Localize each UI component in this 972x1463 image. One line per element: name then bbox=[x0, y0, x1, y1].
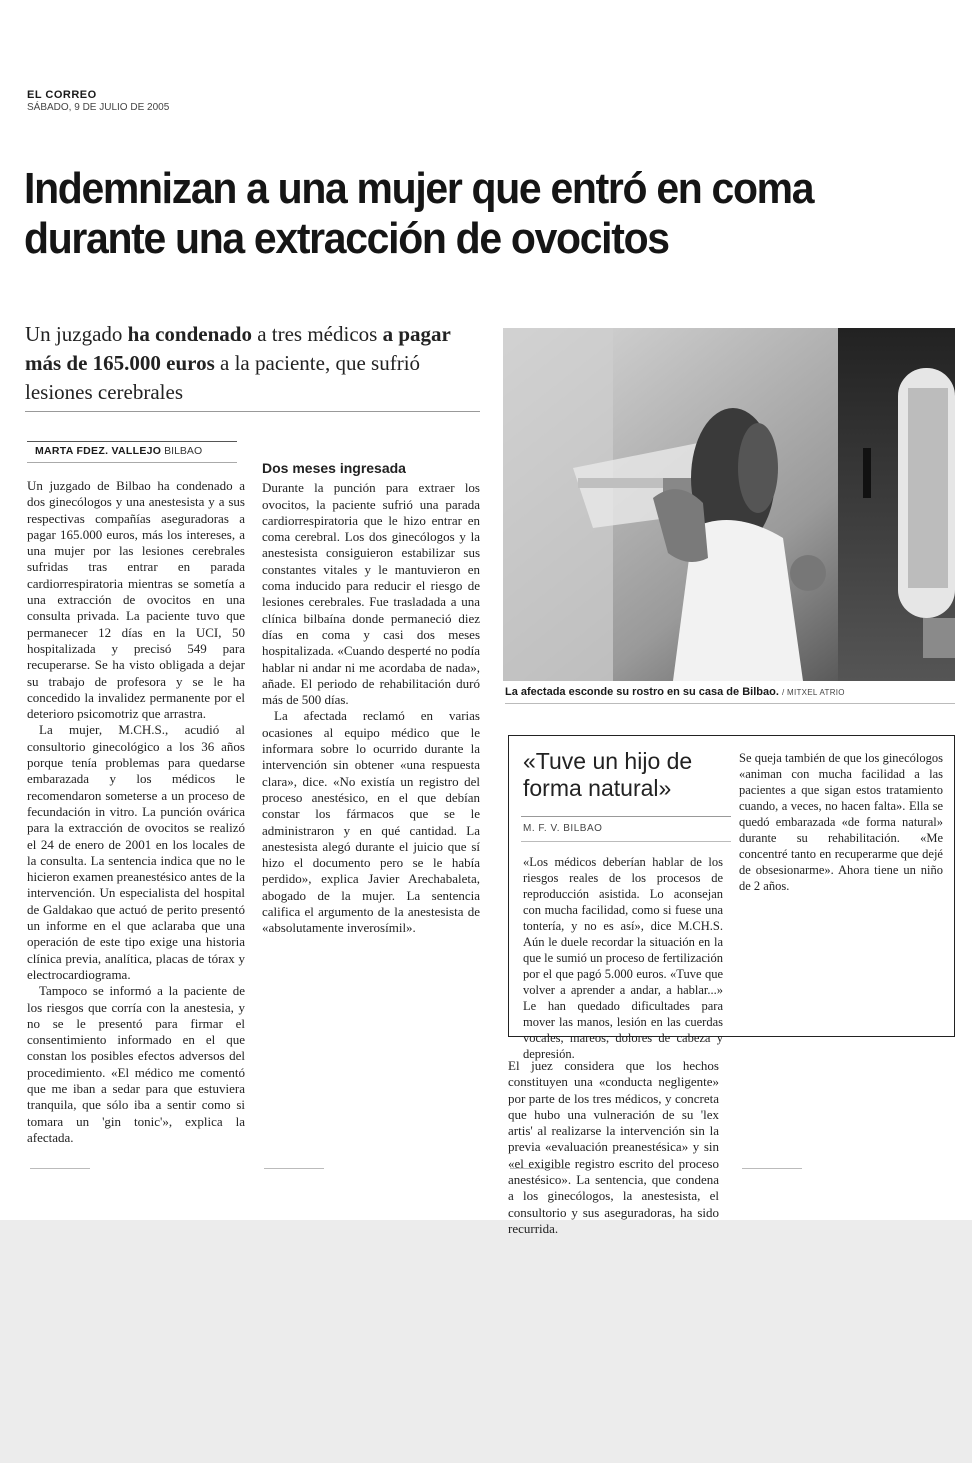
divider bbox=[27, 441, 237, 442]
newspaper-name: EL CORREO bbox=[27, 89, 97, 101]
paragraph: Tampoco se informó a la paciente de los riesgos que corría con la anestesia, y no se le presentó para firmar el consentimiento informado en el que constan los posibles efectos adversos del procedimiento. «El médico me comentó que me iban a sedar para que estuviera tranquila, que sólo iba a sentir como si tomara un 'gin tonic'», explica la afectada. bbox=[27, 983, 245, 1145]
subhead-bold: ha condenado bbox=[127, 322, 252, 346]
paragraph: La afectada reclamó en varias ocasiones al equipo médico que le informara sobre lo ocurrido durante la intervención sin obtener «una respuesta clara», dice. «No existía un registro del proceso anestésico, en el que debían constar los fármacos que se le administraron y en qué cantidad. La anestesista alegó durante el juicio que sí hizo el documento pero se le había perdido», explica Javier Arechabaleta, abogado de la mujer. La sentencia califica el argumento de la anestesista de «absolutamente inverosímil». bbox=[262, 708, 480, 936]
photo-credit: / MITXEL ATRIO bbox=[781, 688, 845, 697]
paragraph: El juez considera que los hechos constituyen una «conducta negligente» por parte de los tres médicos, y concreta que hubo una vulneración de su 'lex artis' al realizarse la intervención sin la previa «evaluación preanestésica» y sin «el exigible registro escrito del proceso anestésico». La sentencia, que condena a los ginecólogos, la anestesista, el consultorio y sus aseguradoras, ha sido recurrida. bbox=[508, 1058, 719, 1236]
subhead bbox=[25, 320, 480, 407]
divider bbox=[742, 1168, 802, 1169]
paragraph: Durante la punción para extraer los ovocitos, la paciente sufrió una parada cardiorrespiratoria que le hizo entrar en coma cerebral. Los dos ginecólogos y la anestesista consiguieron estabilizar sus constantes vitales y le mantuvieron en coma inducido para reducir el riesgo de lesiones cerebrales. Fue trasladada a una clínica bilbaína donde permaneció diez días en coma y casi dos meses hospitalizada. «Cuando desperté no podía hablar ni andar ni me acordaba de nada», añade. El periodo de rehabilitación duró más de 500 días. bbox=[262, 480, 480, 708]
photo-caption bbox=[505, 686, 845, 698]
photo-image bbox=[503, 328, 955, 681]
sidebar-byline-place: BILBAO bbox=[563, 823, 603, 834]
subhead-text: Un juzgado bbox=[25, 322, 128, 346]
sidebar-column-2 bbox=[739, 750, 943, 894]
headline: Indemnizan a una mujer que entró en coma durante una extracción de ovocitos bbox=[24, 164, 814, 263]
article-column-2 bbox=[262, 448, 480, 937]
divider bbox=[510, 1168, 570, 1169]
sidebar-byline bbox=[523, 823, 602, 834]
divider bbox=[30, 1168, 90, 1169]
divider bbox=[521, 841, 731, 842]
caption-text: La afectada esconde su rostro en su casa de Bilbao. bbox=[505, 686, 779, 698]
byline-author: MARTA FDEZ. VALLEJO bbox=[35, 445, 162, 457]
sidebar-title: «Tuve un hijo de forma natural» bbox=[523, 748, 693, 801]
byline bbox=[35, 445, 202, 457]
paragraph: Se queja también de que los ginecólogos «animan con mucha facilidad a las pacientes a que sigan estos tratamiento cuando, a veces, no hacen falta». Ella se quedó embarazada «de forma natural» durante su rehabilitación. «Me concentré tanto en recuperarme que dejé de obsesionarme». Ahora tiene un niño de 2 años. bbox=[739, 751, 943, 893]
paragraph: Un juzgado de Bilbao ha condenado a dos ginecólogos y una anestesista y a sus respectivas compañías aseguradoras a pagar 165.000 euros, más los intereses, a una mujer por las lesiones cerebrales sufridas tras entrar en parada cardiorrespiratoria mientras se sometía a una extracción de ovocitos en una consulta privada. La paciente tuvo que permanecer 12 días en la UCI, 50 hospitalizada y precisó 549 para recuperarse. Se ha visto obligada a dejar su trabajo de profesora y se le ha concedido la invalidez permanente por el deterioro psicomotriz que arrastra. bbox=[27, 478, 245, 722]
paragraph: «Los médicos deberían hablar de los riesgos reales de los procesos de reproducción asistida. Lo aconsejan con mucha facilidad, como si fuese una tontería, y no es así», dice M.CH.S. Aún le duele recordar la situación en la que le sumió un proceso de fertilización por el que pagó 5.000 euros. «Tuve que volver a aprender a andar, a hablar...» Le han quedado dificultades para mover las manos, lesión en las cuerdas vocales, mareos, dolores de cabeza y depresión. bbox=[523, 855, 723, 1061]
divider bbox=[505, 703, 955, 704]
subhead-text: a tres médicos bbox=[251, 322, 383, 346]
divider bbox=[27, 462, 237, 463]
article-column-1 bbox=[27, 478, 245, 1146]
byline-place: BILBAO bbox=[164, 445, 203, 457]
masthead bbox=[27, 89, 169, 113]
subhead-text: a la paciente, que sufrió lesiones cerebrales bbox=[25, 351, 421, 404]
sidebar-column-1 bbox=[523, 854, 723, 1062]
publication-date: SÁBADO, 9 DE JULIO DE 2005 bbox=[27, 102, 170, 113]
divider bbox=[264, 1168, 324, 1169]
paragraph: La mujer, M.CH.S., acudió al consultorio ginecológico a los 36 años porque tenía problemas para quedarse embarazada y los médicos le recomendaron someterse a un proceso de fecundación in vitro. La punción ovárica para la extracción de ovocitos se realizó el 24 de enero de 2001 en los locales de la consulta. La sentencia indica que no le hicieron examen preanestésico antes de la intervención. Un especialista del hospital de Galdakao que actuó de perito presentó un informe en el que aclaraba que una operación de este tipo exige una historia clínica previa, analítica, placas de tórax y electrocardiograma. bbox=[27, 722, 245, 982]
subhead-bold: a pagar más de 165.000 euros bbox=[25, 322, 451, 375]
divider bbox=[521, 816, 731, 817]
article-column-3 bbox=[508, 1058, 719, 1237]
article-photo bbox=[503, 328, 955, 681]
divider bbox=[25, 411, 480, 412]
sidebar-byline-author: M. F. V. bbox=[523, 823, 560, 834]
sidebar-box bbox=[508, 735, 955, 1061]
section-subtitle: Dos meses ingresada bbox=[262, 460, 406, 476]
